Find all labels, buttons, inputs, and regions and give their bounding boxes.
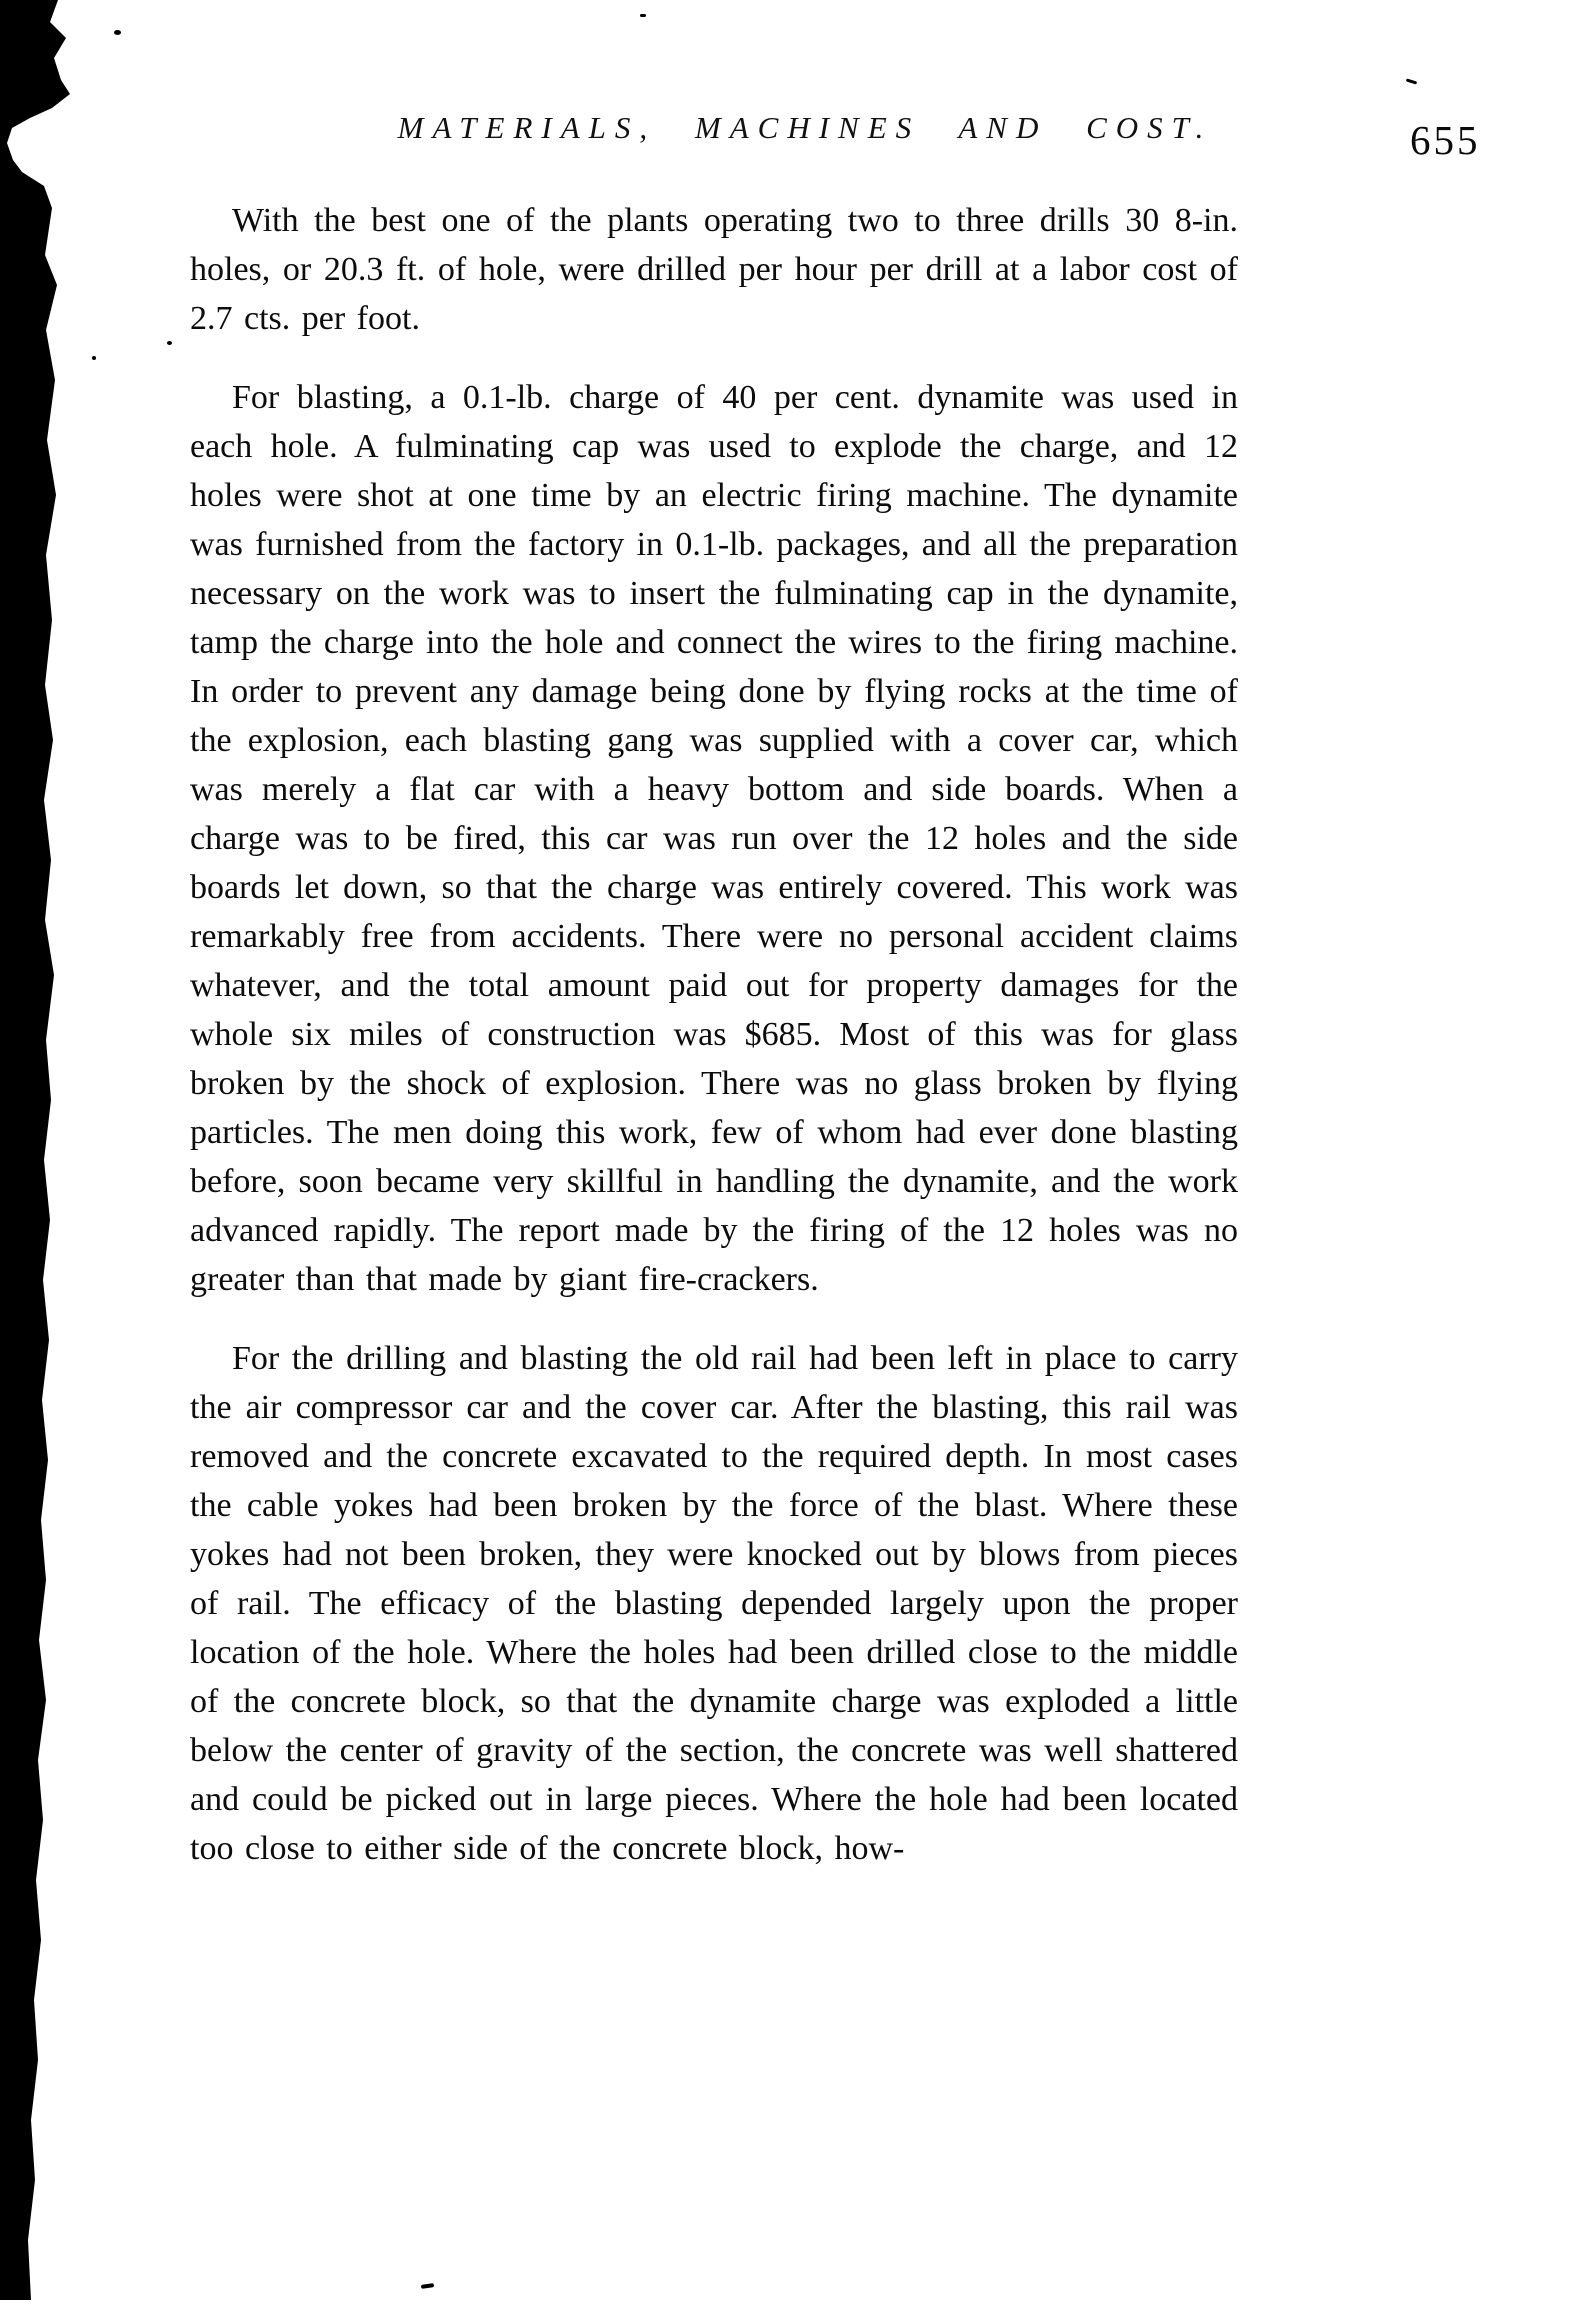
paragraph-rail-removal: For the drilling and blasting the old rail had been left in place to carry the air compressor car and the cover car. After the blasting, this rail was removed and the concrete excavated to the required depth. In most cases the cable yokes had been broken by the force of the blast. Where these yokes had not been broken, they were knocked out by blows from pieces of rail. The efficacy of the blasting depended largely upon the proper location of the hole. Where the holes had been drilled close to the middle of the concrete block, so that the dynamite charge was exploded a little below the center of gravity of the section, the concrete was well shattered and could be picked out in large pieces. Where the hole had been located too close to either side of the concrete block, how- bbox=[190, 1340, 1238, 1867]
page-number: 655 bbox=[1410, 117, 1481, 163]
body-text bbox=[190, 196, 1238, 1873]
ink-speck bbox=[114, 30, 121, 35]
scan-binding-edge bbox=[0, 0, 90, 2300]
ink-speck bbox=[1406, 78, 1417, 84]
running-header-title: MATERIALS, MACHINES AND COST. bbox=[397, 110, 1213, 145]
paragraph-drilling-cost: With the best one of the plants operating two to three drills 30 8-in. holes, or 20.3 ft. of hole, were drilled per hour per drill at a labor cost of 2.7 cts. per foot. bbox=[190, 202, 1238, 337]
ink-speck bbox=[421, 2283, 434, 2289]
paragraph-blasting: For blasting, a 0.1-lb. charge of 40 per cent. dynamite was used in each hole. A fulminating cap was used to explode the charge, and 12 holes were shot at one time by an electric firing machine. The dynamite was furnished from the factory in 0.1-lb. packages, and all the preparation necessary on the work was to insert the fulminating cap in the dynamite, tamp the charge into the hole and connect the wires to the firing machine. In order to prevent any damage being done by flying rocks at the time of the explosion, each blasting gang was supplied with a cover car, which was merely a flat car with a heavy bottom and side boards. When a charge was to be fired, this car was run over the 12 holes and the side boards let down, so that the charge was entirely covered. This work was remarkably free from accidents. There were no personal accident claims whatever, and the total amount paid out for property damages for the whole six miles of construction was $685. Most of this was for glass broken by the shock of explosion. There was no glass broken by flying particles. The men doing this work, few of whom had ever done blasting before, soon became very skillful in handling the dynamite, and the work advanced rapidly. The report made by the firing of the 12 holes was no greater than that made by giant fire-crackers. bbox=[190, 379, 1238, 1298]
ink-speck bbox=[167, 341, 172, 345]
ink-speck bbox=[92, 356, 96, 360]
scan-edge-shape bbox=[0, 0, 90, 2300]
ink-speck bbox=[640, 14, 646, 17]
